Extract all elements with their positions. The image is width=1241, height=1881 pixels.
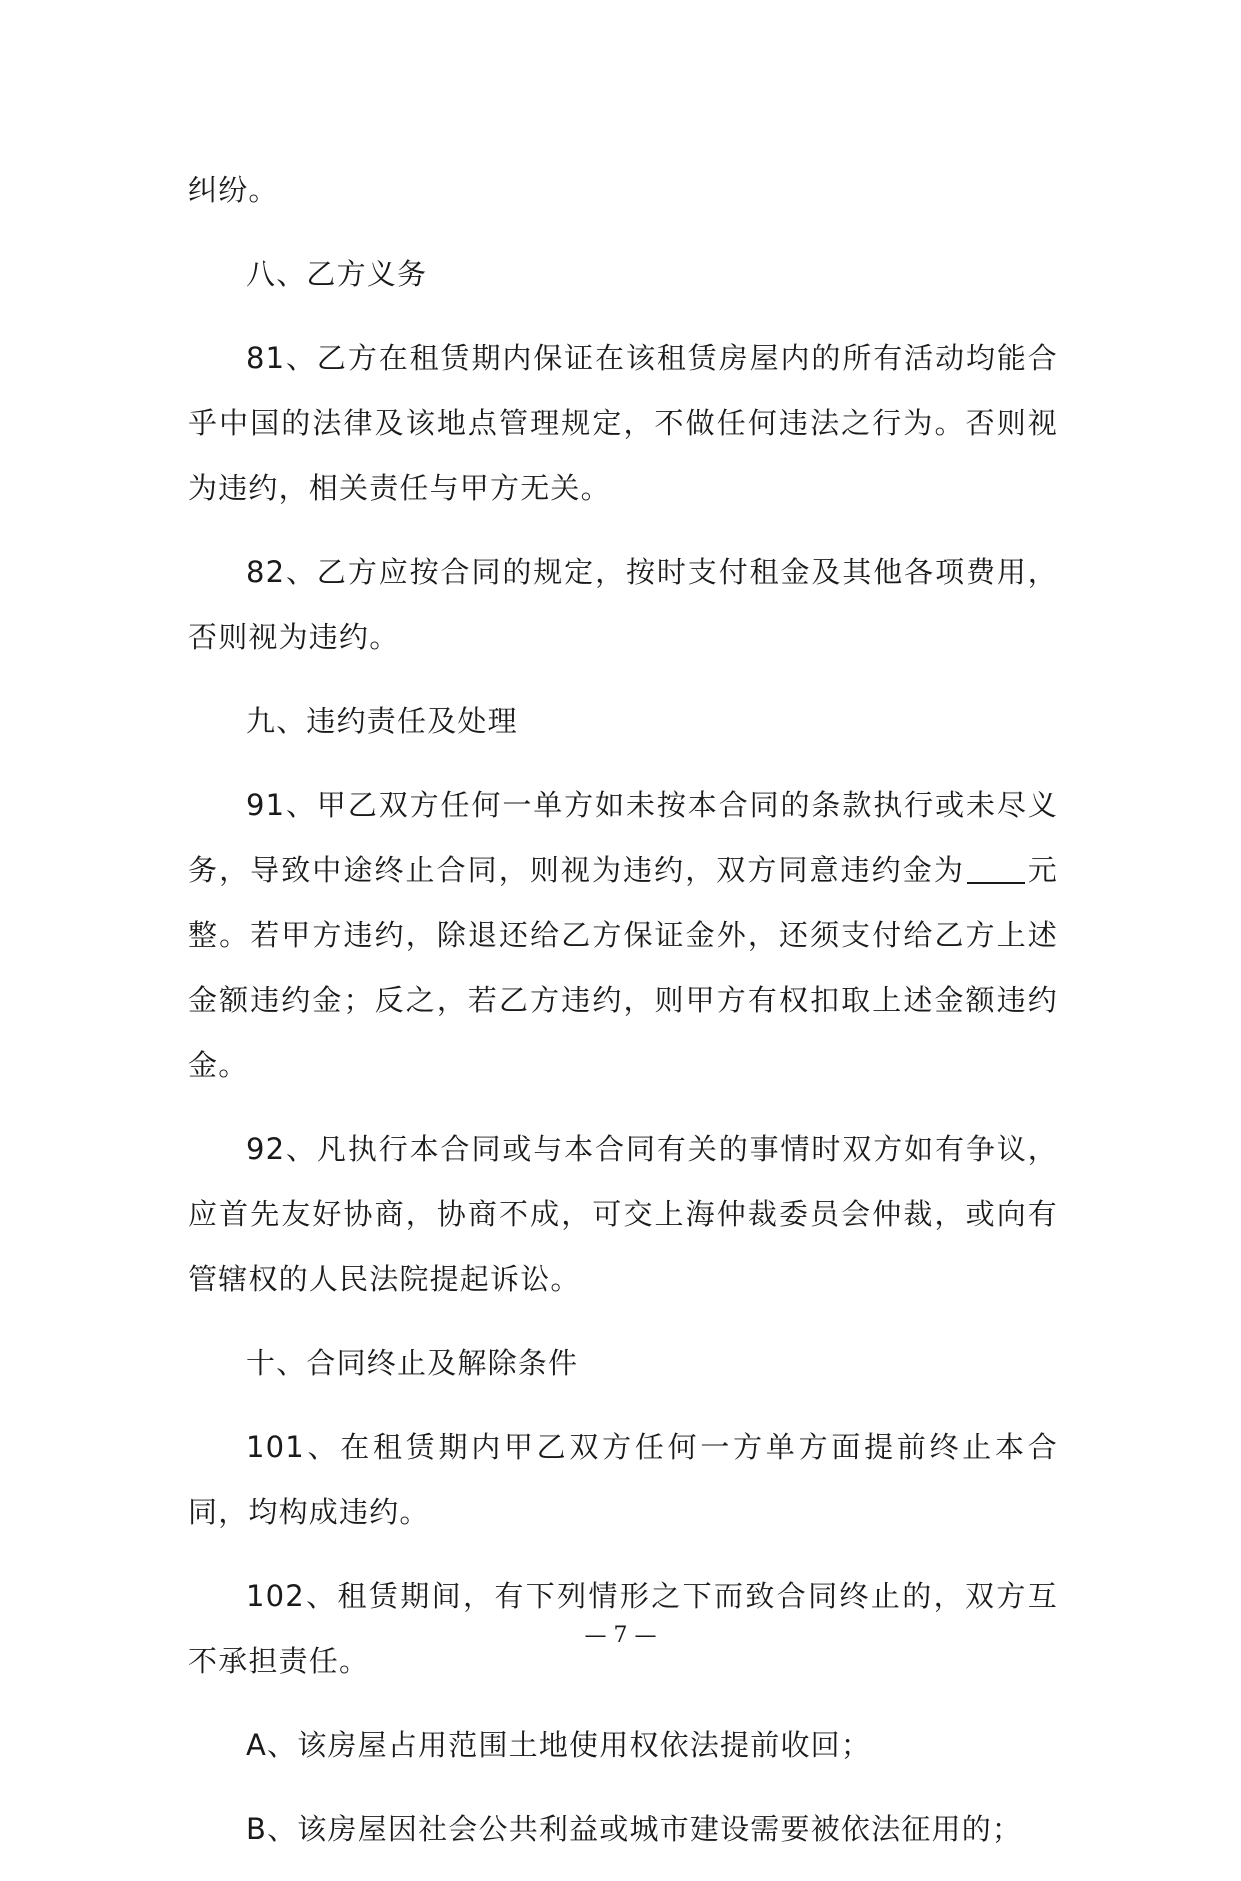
clause-82: 82、乙方应按合同的规定，按时支付租金及其他各项费用，否则视为违约。: [188, 555, 1058, 654]
clause-91-part-b: 元整。若甲方违约，除退还给乙方保证金外，还须支付给乙方上述金额违约金；反之，若乙方违约，则甲方有权扣取上述金额违约金。: [188, 853, 1058, 1082]
penalty-amount-blank: [967, 853, 1025, 884]
clause-91: [188, 773, 1058, 1098]
page-number: — 7 —: [584, 1623, 657, 1648]
section-heading-10: 十、合同终止及解除条件: [246, 1346, 579, 1380]
paragraph-continuation: 纠纷。: [188, 173, 279, 207]
clause-101: 101、在租赁期内甲乙双方任何一方单方面提前终止本合同，均构成违约。: [188, 1430, 1058, 1529]
section-heading-8: 八、乙方义务: [246, 257, 428, 291]
section-heading-9: 九、违约责任及处理: [246, 704, 518, 738]
clause-81: 81、乙方在租赁期内保证在该租赁房屋内的所有活动均能合乎中国的法律及该地点管理规定，不做任何违法之行为。否则视为违约，相关责任与甲方无关。: [188, 341, 1058, 505]
clause-102: 102、租赁期间，有下列情形之下而致合同终止的，双方互不承担责任。: [188, 1579, 1058, 1678]
clause-92: 92、凡执行本合同或与本合同有关的事情时双方如有争议，应首先友好协商，协商不成，可交上海仲裁委员会仲裁，或向有管辖权的人民法院提起诉讼。: [188, 1132, 1058, 1296]
condition-b: B、该房屋因社会公共利益或城市建设需要被依法征用的；: [246, 1812, 1023, 1846]
clause-91-part-a: 91、甲乙双方任何一单方如未按本合同的条款执行或未尽义务，导致中途终止合同，则视为违约，双方同意违约金为: [188, 788, 1058, 887]
condition-a: A、该房屋占用范围土地使用权依法提前收回；: [246, 1728, 872, 1762]
